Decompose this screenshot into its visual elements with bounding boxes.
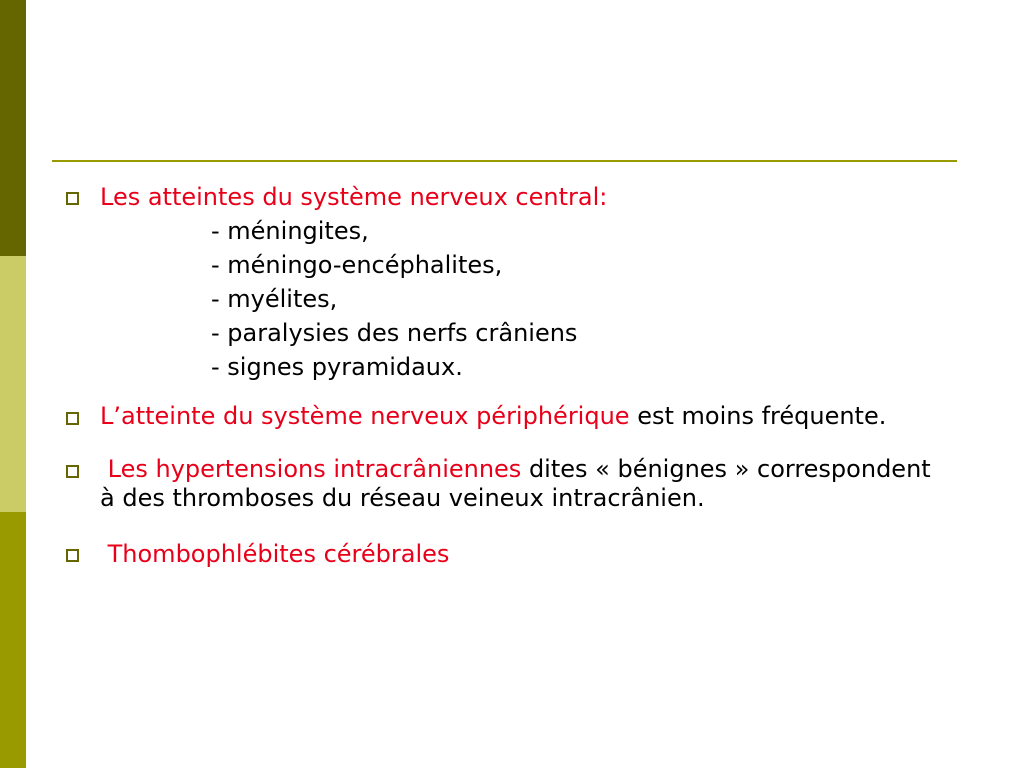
bullet-hypertension-text: dites « bénignes » correspondent à des thromboses du réseau veineux intracrânien. bbox=[100, 455, 931, 512]
square-bullet-icon bbox=[66, 192, 79, 205]
title-divider-line bbox=[52, 160, 957, 162]
left-bar-middle-segment bbox=[0, 256, 26, 512]
bullet-thrombophlebites bbox=[62, 537, 942, 571]
bullet-thrombophlebites-red-text: Thombophlébites cérébrales bbox=[100, 540, 450, 568]
bullet-cns-heading: Les atteintes du système nerveux central: bbox=[100, 183, 608, 211]
sub-item-meningites: - méningites, bbox=[211, 217, 369, 245]
left-bar-bottom-segment bbox=[0, 512, 26, 768]
bullet-peripheral-red-text: L’atteinte du système nerveux périphérique bbox=[100, 402, 630, 430]
square-bullet-icon bbox=[66, 465, 79, 478]
left-accent-bar bbox=[0, 0, 26, 768]
bullet-peripheral bbox=[62, 402, 942, 431]
square-bullet-icon bbox=[66, 412, 79, 425]
sub-item-paralysies: - paralysies des nerfs crâniens bbox=[211, 319, 578, 347]
bullet-hypertension-red-text: Les hypertensions intracrâniennes bbox=[100, 455, 522, 483]
sub-item-meningo-encephalites: - méningo-encéphalites, bbox=[211, 251, 503, 279]
bullet-hypertension bbox=[62, 455, 942, 513]
slide-body bbox=[62, 180, 942, 571]
bullet-peripheral-text: est moins fréquente. bbox=[629, 402, 887, 430]
left-bar-top-segment bbox=[0, 0, 26, 256]
bullet-cns bbox=[62, 180, 942, 384]
sub-item-myelites: - myélites, bbox=[211, 285, 338, 313]
square-bullet-icon bbox=[66, 549, 79, 562]
sub-item-signes-pyramidaux: - signes pyramidaux. bbox=[211, 353, 463, 381]
